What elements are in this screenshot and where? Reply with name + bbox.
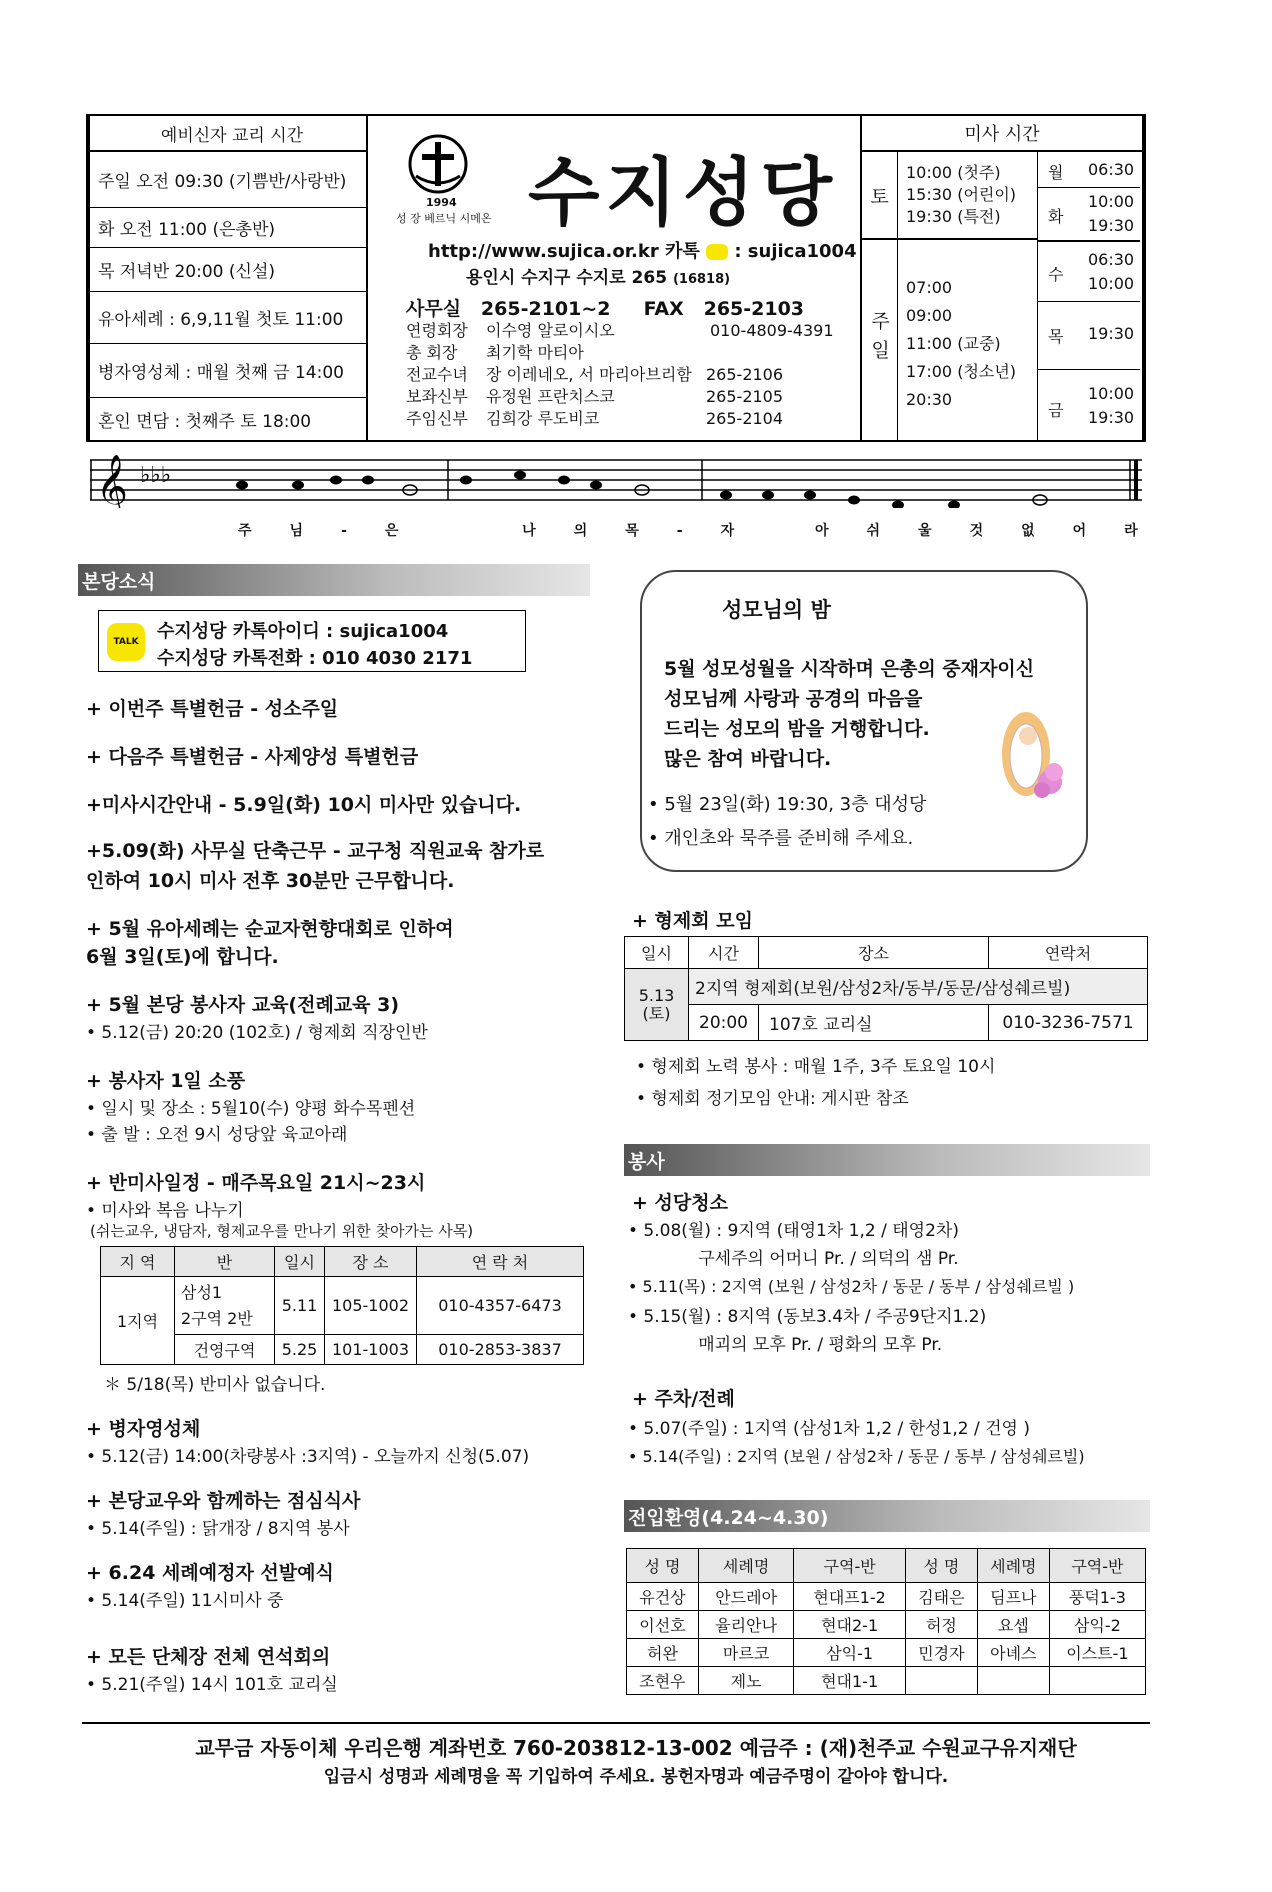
mary-night-box: [640, 570, 1088, 872]
parish-info: [368, 116, 864, 440]
staff-row: 보좌신부 유정원 프란치스코 265-2105: [406, 387, 784, 406]
service-parking-line: • 5.07(주일) : 1지역 (삼성1차 1,2 / 한성1,2 / 건영 ): [628, 1419, 1030, 1439]
saturday-times: 10:00 (첫주) 15:30 (어린이) 19:30 (특전): [898, 152, 1038, 240]
news-item: + 반미사일정 - 매주목요일 21시~23시: [86, 1172, 426, 1194]
weekday-masses: [1038, 152, 1140, 440]
news-item: 인하여 10시 미사 전후 30분만 근무합니다.: [86, 870, 455, 892]
mary-icon: [998, 704, 1068, 804]
weekday-row: 목 19:30: [1038, 302, 1140, 370]
news-item: +5.09(화) 사무실 단축근무 - 교구청 직원교육 참가로: [86, 840, 545, 862]
news-item: 6월 3일(토)에 합니다.: [86, 946, 279, 968]
table-header-row: 성 명 세례명 구역-반 성 명 세례명 구역-반: [627, 1549, 1146, 1583]
service-clean-line: • 5.11(목) : 2지역 (보원 / 삼성2차 / 동문 / 동부 / 삼성쉐르빌 ): [628, 1277, 1075, 1296]
kakao-phone-line: 수지성당 카톡전화 : 010 4030 2171: [157, 648, 473, 669]
brothers-title: + 형제회 모임: [632, 910, 753, 932]
news-detail: • 일시 및 장소 : 5월10(수) 양평 화수목펜션: [86, 1099, 416, 1119]
staff-row: 연령회장 이수영 알로이시오 010-4809-4391: [406, 321, 834, 340]
section-welcome: 전입환영(4.24~4.30): [624, 1500, 1150, 1532]
office-label: 사무실: [406, 298, 462, 320]
catechism-row: 혼인 면담 : 첫째주 토 18:00: [98, 411, 312, 432]
parish-website-link[interactable]: http://www.sujica.or.kr: [428, 241, 659, 262]
service-clean-title: + 성당청소: [632, 1192, 728, 1214]
service-clean-line: • 5.08(월) : 9지역 (태영1차 1,2 / 태영2차): [628, 1221, 959, 1241]
service-parking-line: • 5.14(주일) : 2지역 (보원 / 삼성2차 / 동문 / 동부 / 삼성쉐르빌): [628, 1447, 1085, 1466]
table-header-row: 일시 시간 장소 연락처: [625, 937, 1148, 969]
music-staff: [90, 448, 1176, 548]
section-parish-news: 본당소식: [78, 564, 590, 596]
table-row: 조현우 제노 현대1-1: [627, 1667, 1146, 1695]
service-parking-title: + 주차/전례: [632, 1388, 735, 1410]
news-detail: • 출 발 : 오전 9시 성당앞 육교아래: [86, 1125, 348, 1145]
news-item: + 이번주 특별헌금 - 성소주일: [86, 698, 339, 720]
weekday-row: 화 10:00 19:30: [1038, 188, 1140, 242]
kakao-id-line: 수지성당 카톡아이디 : sujica1004: [157, 621, 449, 642]
parish-title: 수지성당: [528, 150, 838, 236]
table-row: 5.13 (토) 2지역 형제회(보원/삼성2차/동부/동문/삼성쉐르빌): [625, 969, 1148, 1005]
table-row: 20:00 107호 교리실 010-3236-7571: [625, 1005, 1148, 1041]
footer-account: 교무금 자동이체 우리은행 계좌번호 760-203812-13-002 예금주 : (재)천주교 수원교구유지재단: [195, 1736, 1077, 1760]
kakao-box: [98, 610, 526, 672]
news-item: + 5월 유아세례는 순교자현향대회로 인하여: [86, 918, 454, 940]
service-clean-line: • 5.15(월) : 8지역 (동보3.4차 / 주공9단지1.2): [628, 1307, 987, 1327]
mary-night-text: 5월 성모성월을 시작하며 은총의 중재자이신 성모님께 사랑과 공경의 마음을 드리는 성모의 밤을 거행합니다. 많은 참여 바랍니다.: [664, 658, 1035, 770]
staff-row: 주임신부 김희강 루도비코 265-2104: [406, 409, 784, 428]
parish-logo: [396, 128, 502, 228]
postal-code: (16818): [672, 272, 731, 287]
sunday-times: 07:00 09:00 11:00 (교중) 17:00 (청소년) 20:30: [898, 240, 1038, 440]
brothers-note: • 형제회 정기모임 안내: 게시판 참조: [636, 1089, 909, 1109]
news-detail: • 5.21(주일) 14시 101호 교리실: [86, 1675, 338, 1695]
catechism-row: 유아세례 : 6,9,11월 첫토 11:00: [90, 292, 366, 344]
news-detail: ＊ 5/18(목) 반미사 없습니다.: [104, 1375, 326, 1395]
staff-row: 총 회장 최기학 마티아: [406, 343, 584, 362]
bulletin-header: [86, 114, 1146, 442]
fax-number: 265-2103: [703, 298, 805, 320]
music-notes-icon: [90, 448, 1146, 508]
news-item: + 본당교우와 함께하는 점심식사: [86, 1490, 361, 1512]
catechism-row: 병자영성체 : 매월 첫째 금 14:00: [90, 344, 366, 398]
news-item: + 병자영성체: [86, 1418, 201, 1440]
catechism-row: 화 오전 11:00 (은총반): [90, 208, 366, 248]
parish-address: 용인시 수지구 수지로 265: [466, 268, 668, 288]
news-item: + 봉사자 1일 소풍: [86, 1070, 246, 1092]
brothers-note: • 형제회 노력 봉사 : 매월 1주, 3주 토요일 10시: [636, 1057, 996, 1077]
news-item: + 다음주 특별헌금 - 사제양성 특별헌금: [86, 746, 419, 768]
news-detail: • 5.14(주일) 11시미사 중: [86, 1591, 284, 1611]
table-row: 유건상 안드레아 현대프1-2 김태은 딤프나 풍덕1-3: [627, 1583, 1146, 1611]
kakao-id: : sujica1004: [734, 241, 857, 262]
news-item: +미사시간안내 - 5.9일(화) 10시 미사만 있습니다.: [86, 794, 522, 816]
weekday-row: 수 06:30 10:00: [1038, 242, 1140, 302]
mass-title: 미사 시간: [862, 116, 1142, 152]
ban-mass-table: [100, 1246, 584, 1365]
catechism-title: 예비신자 교리 시간: [90, 116, 366, 152]
fax-label: FAX: [643, 298, 684, 320]
news-item: + 모든 단체장 전체 연석회의: [86, 1646, 331, 1668]
service-clean-line: 구세주의 어머니 Pr. / 의덕의 샘 Pr.: [628, 1249, 959, 1269]
svg-text:𝄞: 𝄞: [96, 454, 128, 508]
mary-night-title: 성모님의 밤: [722, 598, 831, 622]
table-row: 이선호 율리안나 현대2-1 허정 요셉 삼익-2: [627, 1611, 1146, 1639]
brothers-table: [624, 936, 1148, 1041]
welcome-table: [626, 1548, 1146, 1695]
section-service: 봉사: [624, 1144, 1150, 1176]
catechism-schedule: [90, 116, 368, 440]
kakao-icon: [706, 244, 728, 260]
catechism-row: 목 저녁반 20:00 (신설): [90, 248, 366, 292]
footer-divider: [82, 1722, 1150, 1724]
kakao-talk-icon: TALK: [107, 623, 145, 661]
logo-caption: 성 장 베르닉 시메온: [396, 212, 492, 225]
table-row: 1지역 삼성1 2구역 2반 5.11 105-1002 010-4357-6473: [101, 1277, 584, 1335]
news-detail: • 5.12(금) 20:20 (102호) / 형제회 직장인반: [86, 1023, 428, 1043]
news-detail: • 미사와 복음 나누기: [86, 1201, 244, 1221]
weekday-row: 월 06:30: [1038, 152, 1140, 188]
news-detail: (쉬는교우, 냉담자, 형제교우를 만나기 위한 찾아가는 사목): [90, 1222, 474, 1240]
table-row: 허완 마르코 삼익-1 민경자 아녜스 이스트-1: [627, 1639, 1146, 1667]
footer-note: 입금시 성명과 세례명을 꼭 기입하여 주세요. 봉헌자명과 예금주명이 같아야 합니다.: [323, 1767, 949, 1787]
staff-list: [406, 320, 846, 430]
news-detail: • 5.12(금) 14:00(차량봉사 :3지역) - 오늘까지 신청(5.07): [86, 1447, 530, 1467]
hymn-lyrics: 주님-은 나의목-자 아쉬울것없어라: [238, 523, 1176, 539]
office-phone: 265-2101~2: [480, 298, 611, 320]
mary-illustration: [998, 704, 1068, 804]
news-detail: • 5.14(주일) : 닭개장 / 8지역 봉사: [86, 1519, 350, 1539]
table-row: 건영구역 5.25 101-1003 010-2853-3837: [101, 1335, 584, 1365]
catechism-row: 주일 오전 09:30 (기쁨반/사랑반): [90, 152, 366, 208]
saturday-label: 토: [862, 152, 898, 240]
staff-row: 전교수녀 장 이레네오, 서 마리아브리함 265-2106: [406, 365, 784, 384]
weekday-row: 금 10:00 19:30: [1048, 384, 1135, 427]
table-header-row: 지 역 반 일시 장 소 연 락 처: [101, 1247, 584, 1277]
sunday-label: 주일: [862, 240, 898, 440]
mass-times: [860, 116, 1142, 440]
service-clean-line: 매괴의 모후 Pr. / 평화의 모후 Pr.: [628, 1335, 943, 1355]
svg-text:♭♭♭: ♭♭♭: [140, 463, 172, 488]
logo-year: 1994: [426, 196, 457, 209]
news-item: + 6.24 세례예정자 선발예식: [86, 1562, 334, 1584]
kakao-label: 카톡: [665, 241, 700, 262]
news-item: + 5월 본당 봉사자 교육(전례교육 3): [86, 994, 400, 1016]
mary-night-details: • 5월 23일(화) 19:30, 3층 대성당 • 개인초와 묵주를 준비해 주세요.: [648, 794, 927, 849]
